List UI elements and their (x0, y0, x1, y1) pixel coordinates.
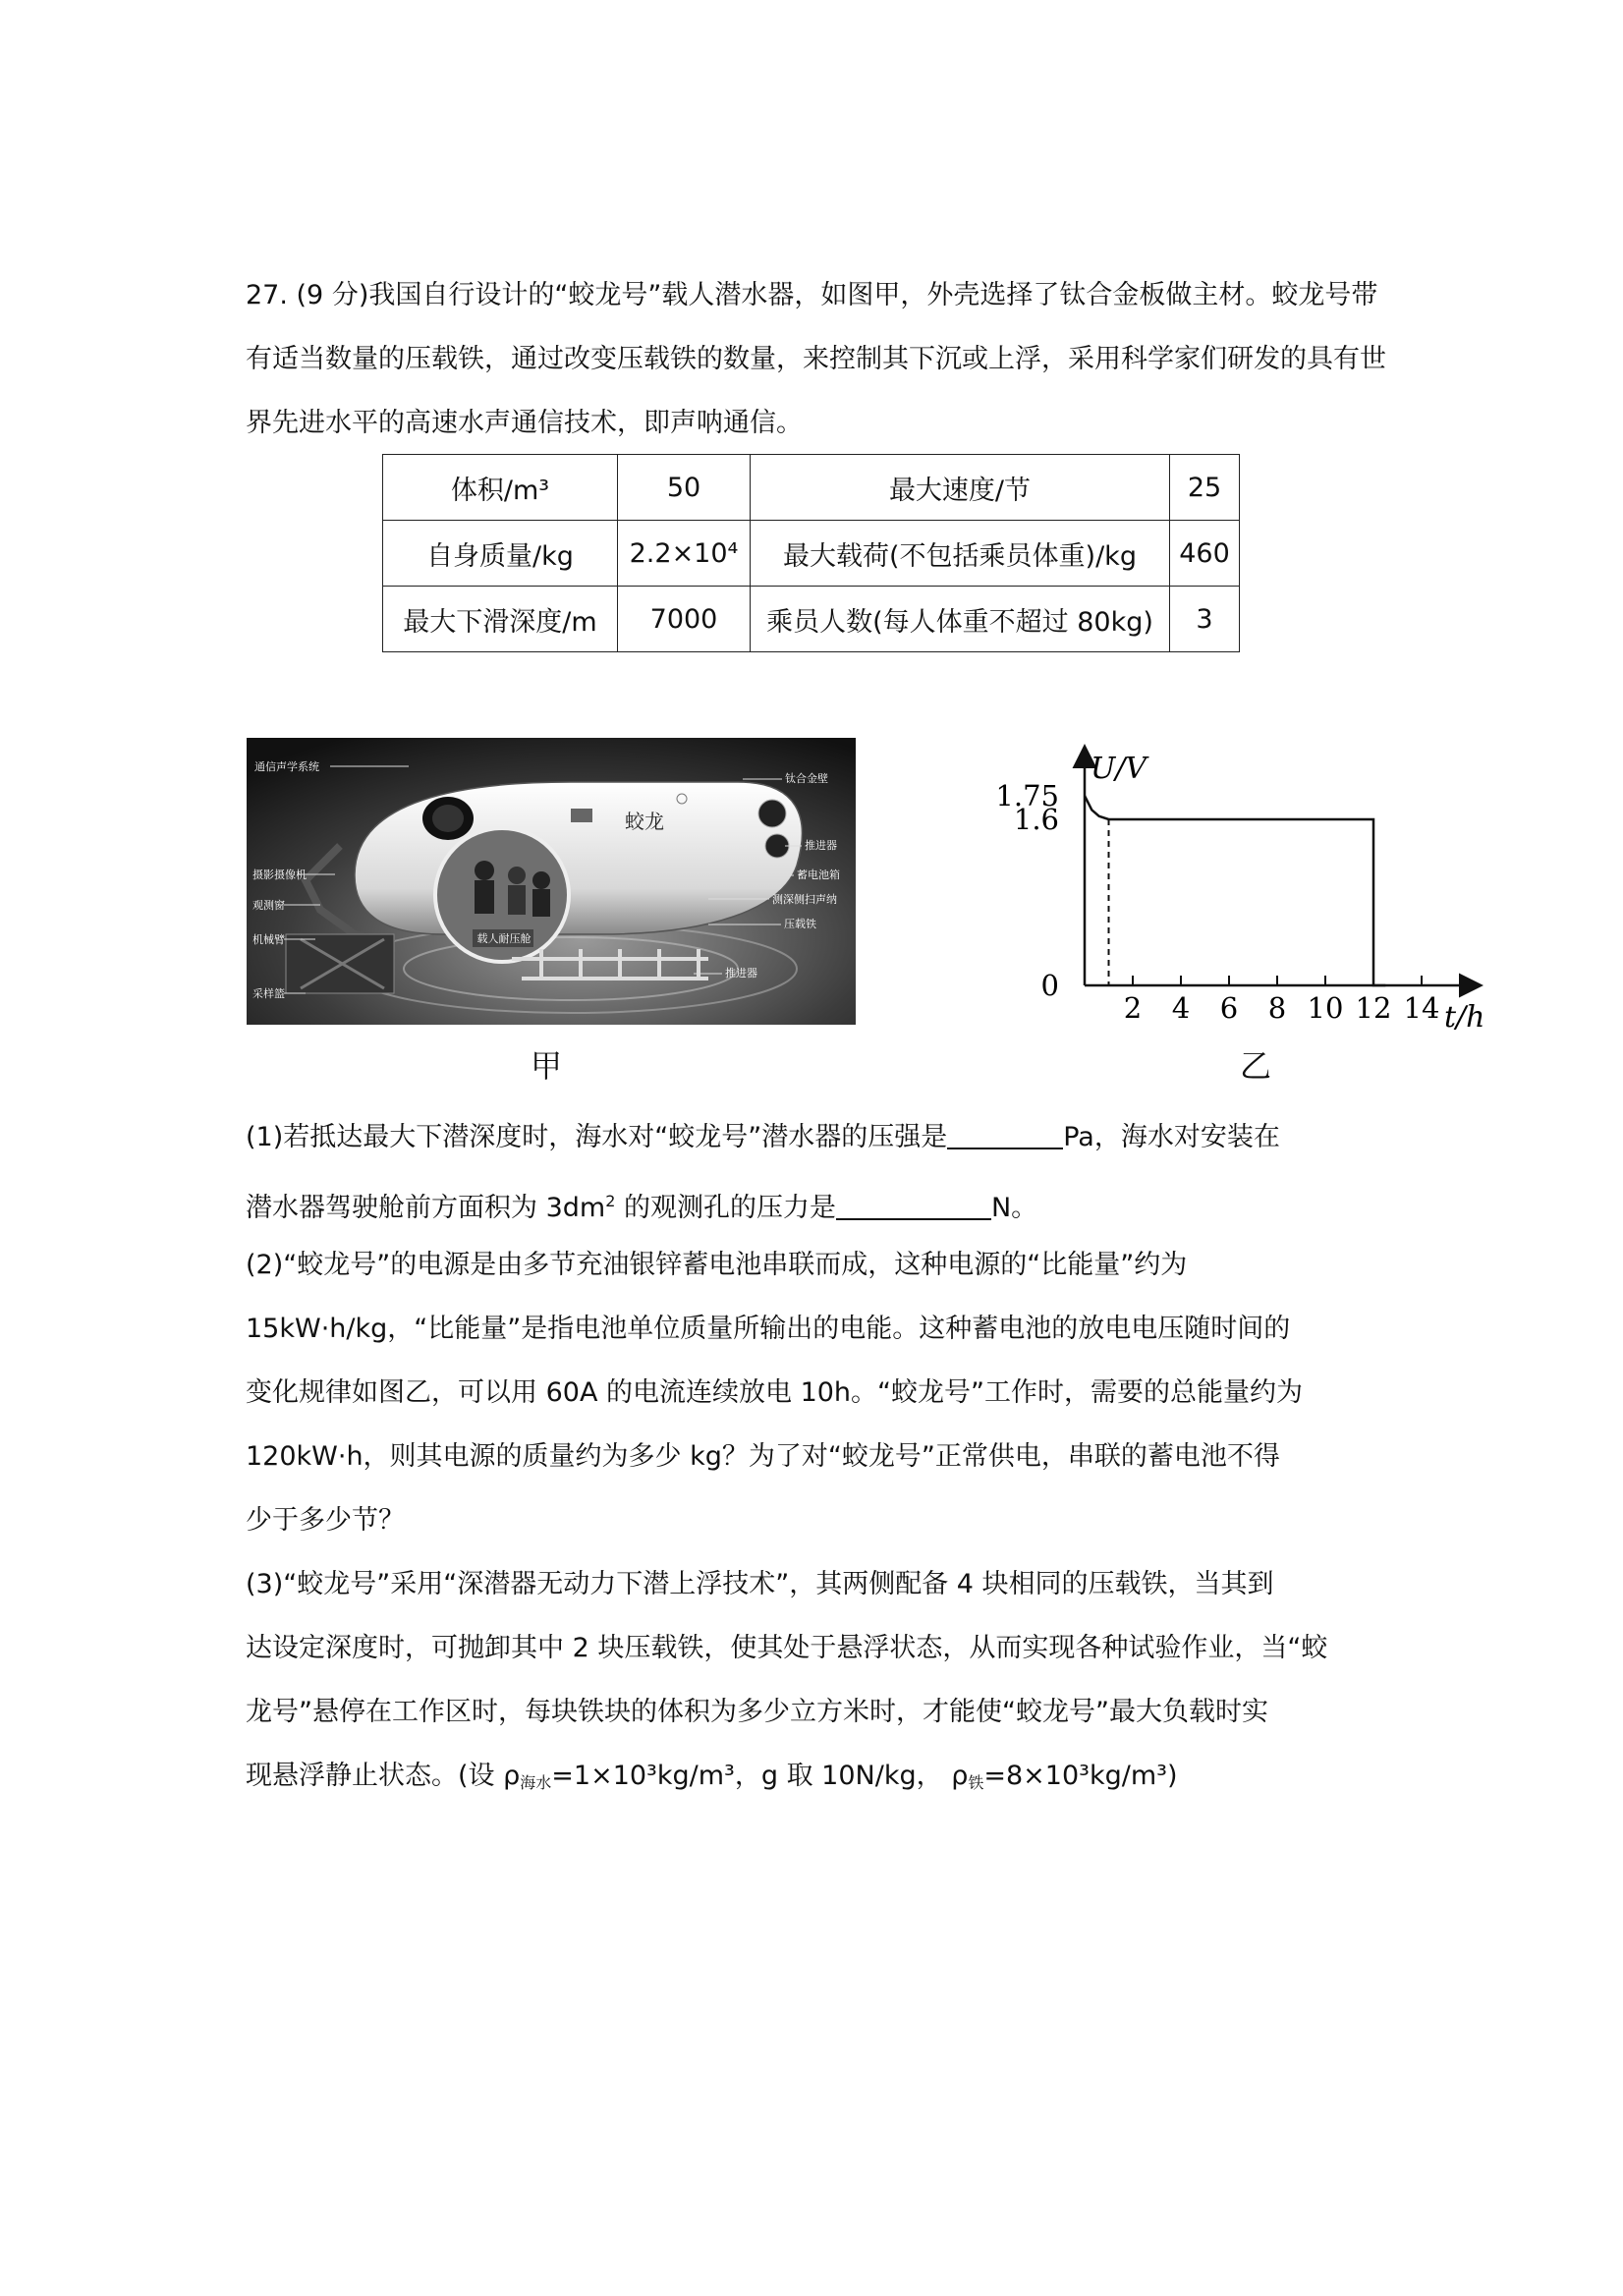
table-cell: 25 (1170, 455, 1240, 521)
voltage-time-chart (982, 737, 1513, 1041)
table-cell: 3 (1170, 587, 1240, 652)
q1-text-c: 潜水器驾驶舱前方面积为 3dm (246, 1193, 606, 1223)
table-row (383, 455, 1240, 521)
q3-text: =8×10³kg/m³) (983, 1761, 1178, 1791)
q2-line: 15kW·h/kg，“比能量”是指电池单位质量所输出的电能。这种蓄电池的放电电压随时间的 (246, 1314, 1291, 1344)
label-thruster-bottom: 推进器 (725, 967, 757, 980)
table-cell: 50 (618, 455, 751, 521)
voltage-curve (1085, 796, 1385, 985)
label-sampler: 采样篮 (252, 987, 285, 1000)
table-cell: 2.2×10⁴ (618, 521, 751, 587)
figure-a-caption: 甲 (531, 1047, 563, 1085)
q3-line: 达设定深度时，可抛卸其中 2 块压载铁，使其处于悬浮状态，从而实现各种试验作业，当“蛟 (246, 1633, 1328, 1663)
x-tick-label: 12 (1355, 991, 1392, 1025)
q2-line: 变化规律如图乙，可以用 60A 的电流连续放电 10h。“蛟龙号”工作时，需要的总能量约为 (246, 1377, 1304, 1408)
label-camera: 摄影摄像机 (252, 868, 307, 881)
q1-text-d: 的观测孔的压力是 (615, 1193, 836, 1223)
label-battery: 蓄电池箱 (797, 868, 840, 881)
q3-text: 现悬浮静止状态。(设 ρ (246, 1761, 521, 1791)
table-cell: 最大下滑深度/m (383, 587, 618, 652)
q1-superscript: 2 (605, 1192, 616, 1210)
x-tick-label: 10 (1307, 991, 1344, 1025)
figure-b-caption: 乙 (1240, 1047, 1272, 1085)
label-sonar: 测深侧扫声纳 (772, 893, 837, 906)
x-tick-label: 6 (1219, 991, 1239, 1025)
answer-blank-pressure[interactable] (947, 1118, 1063, 1149)
x-tick-label: 14 (1403, 991, 1440, 1025)
label-window: 观测窗 (252, 899, 285, 912)
y-tick-label: 1.75 (995, 779, 1059, 812)
q2-line: (2)“蛟龙号”的电源是由多节充油银锌蓄电池串联而成，这种电源的“比能量”约为 (246, 1250, 1188, 1280)
q2-line: 少于多少节？ (246, 1505, 405, 1536)
spec-table (382, 454, 1240, 652)
q3-subscript: 铁 (968, 1773, 984, 1792)
question-intro: 27. (9 分)我国自行设计的“蛟龙号”载人潜水器，如图甲，外壳选择了钛合金板做主材。蛟龙号带有适当数量的压载铁，通过改变压载铁的数量，来控制其下沉或上浮，采用科学家们研发的具有世界先进水平的高速水声通信技术，即声呐通信。 (246, 280, 1386, 438)
table-cell: 最大速度/节 (751, 455, 1170, 521)
question-3 (246, 1552, 1390, 1815)
q1-text-b: Pa，海水对安装在 (1063, 1122, 1280, 1152)
y-tick-label: 0 (1040, 969, 1059, 1002)
question-2 (246, 1233, 1390, 1552)
x-axis-label: t/h (1444, 1000, 1485, 1035)
q1-text-e: N。 (990, 1193, 1038, 1223)
q3-subscript: 海水 (520, 1773, 552, 1792)
question-1 (246, 1105, 1390, 1240)
table-cell: 自身质量/kg (383, 521, 618, 587)
x-tick-label: 2 (1123, 991, 1143, 1025)
q1-text-a: (1)若抵达最大下潜深度时，海水对“蛟龙号”潜水器的压强是 (246, 1122, 948, 1152)
submersible-diagram (247, 738, 856, 1025)
table-cell: 460 (1170, 521, 1240, 587)
table-cell: 最大载荷(不包括乘员体重)/kg (751, 521, 1170, 587)
label-cabin: 载人耐压舱 (476, 932, 532, 945)
table-row (383, 521, 1240, 587)
q3-text: =1×10³kg/m³，g 取 10N/kg， ρ (551, 1761, 969, 1791)
table-row (383, 587, 1240, 652)
label-ballast: 压载铁 (784, 918, 816, 930)
q3-line: (3)“蛟龙号”采用“深潜器无动力下潜上浮技术”，其两侧配备 4 块相同的压载铁，当其到 (246, 1569, 1274, 1599)
y-axis-label: U/V (1091, 752, 1147, 786)
label-comm: 通信声学系统 (254, 760, 319, 773)
q2-line: 120kW·h，则其电源的质量约为多少 kg？为了对“蛟龙号”正常供电，串联的蓄电池不得 (246, 1441, 1280, 1472)
x-tick-label: 8 (1267, 991, 1287, 1025)
y-tick-label: 1.6 (1013, 803, 1059, 836)
q3-line: 龙号”悬停在工作区时，每块铁块的体积为多少立方米时，才能使“蛟龙号”最大负载时实 (246, 1697, 1268, 1727)
table-cell: 体积/m³ (383, 455, 618, 521)
x-tick-label: 4 (1171, 991, 1191, 1025)
table-cell: 7000 (618, 587, 751, 652)
label-name: 蛟龙 (625, 810, 664, 833)
answer-blank-force[interactable] (836, 1189, 991, 1220)
label-thruster-top: 推进器 (805, 839, 837, 852)
label-arm: 机械臂 (252, 933, 285, 946)
label-titanium: 钛合金壁 (785, 772, 828, 785)
table-cell: 乘员人数(每人体重不超过 80kg) (751, 587, 1170, 652)
